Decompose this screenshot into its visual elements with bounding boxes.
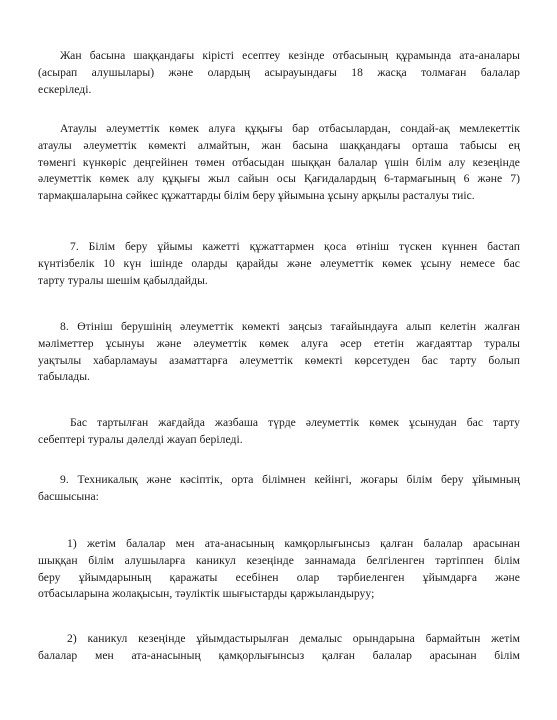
paragraph-line: отбасыларына жолақысын, тәуліктік шығыстарды қаржыландыруу; — [38, 587, 375, 601]
paragraph-item-9 — [38, 472, 520, 506]
paragraph-line: (асырап алушылары) және олардың асырауындағы 18 жасқа толмаған балалар — [38, 65, 520, 79]
paragraph-line: 8. Өтініш берушінің әлеуметтік көмекті заңсыз тағайындауға алып келетін жалған — [60, 320, 520, 333]
paragraph-line: тармақшаларына сәйкес құжаттарды білім беру ұйымына ұсыну арқылы расталуы тиіс. — [38, 189, 475, 203]
paragraph-line: әлеуметтік көмек алу құқығы жыл сайын осы Қағидалардың 6-тармағының 6 және 7) — [38, 172, 520, 186]
paragraph-line: Атаулы әлеуметтік көмек алуға құқығы бар отбасылардан, сондай-ақ мемлекеттік — [60, 122, 520, 135]
paragraph-income-calculation — [38, 48, 520, 98]
paragraph-line: төменгі күнкөріс деңгейінен төмен отбасыдан шыққан балалар үшін білім алу кезеңінде — [38, 155, 520, 169]
paragraph-subitem-1 — [38, 536, 520, 603]
paragraph-line: 7. Білім беру ұйымы кажетті құжаттармен қоса өтініш түскен күннен бастап — [70, 240, 520, 253]
paragraph-line: беру ұйымдарының қаражаты есебінен олар тәрбиеленген ұйымдарға және — [38, 570, 520, 584]
paragraph-line: ескеріледі. — [38, 82, 92, 96]
paragraph-subitem-2 — [38, 631, 520, 665]
paragraph-refusal — [38, 415, 520, 449]
paragraph-line: атаулы әлеуметтік көмекті алмайтын, жан басына шаққандағы орташа табысы ең — [38, 138, 520, 152]
paragraph-line: Бас тартылған жағдайда жазбаша түрде әлеуметтік көмек ұсынудан бас тарту — [70, 416, 520, 429]
paragraph-targeted-assistance — [38, 121, 520, 205]
paragraph-line: мәліметтер ұсынуы және әлеуметтік көмек алуға әсер ететін жағдаяттар туралы — [38, 336, 520, 350]
paragraph-line: 2) каникул кезеңінде ұйымдастырылған демалыс орындарына бармайтын жетім — [67, 632, 520, 645]
paragraph-line: 9. Техникалық және кәсіптік, орта білімнен кейінгі, жоғары білім беру ұйымның — [60, 473, 520, 486]
paragraph-line: уақтылы хабарламауы азаматтарға әлеуметтік көмекті көрсетуден бас тарту болып — [38, 353, 520, 367]
paragraph-line: 1) жетім балалар мен ата-анасының камқорлығынсыз қалған балалар арасынан — [67, 537, 520, 550]
paragraph-line: себептері туралы дәлелді жауап беріледі. — [38, 432, 243, 446]
paragraph-line: басшысына: — [38, 489, 99, 503]
paragraph-item-7 — [38, 239, 520, 289]
paragraph-line: тарту туралы шешім қабылдайды. — [38, 273, 208, 287]
paragraph-line: шыққан білім алушыларға каникул кезеңінде заннамада белгіленген тәртіппен білім — [38, 553, 520, 567]
paragraph-line: балалар мен ата-анасының қамқорлығынсыз қалған балалар арасынан білім — [38, 648, 520, 662]
paragraph-line: Жан басына шаққандағы кірісті есептеу кезінде отбасының құрамында ата-аналары — [60, 49, 520, 62]
paragraph-item-8 — [38, 319, 520, 386]
paragraph-line: күнтізбелік 10 күн ішінде оларды қарайды және әлеуметтік көмек ұсыну немесе бас — [38, 256, 520, 270]
paragraph-line: табылады. — [38, 370, 91, 384]
